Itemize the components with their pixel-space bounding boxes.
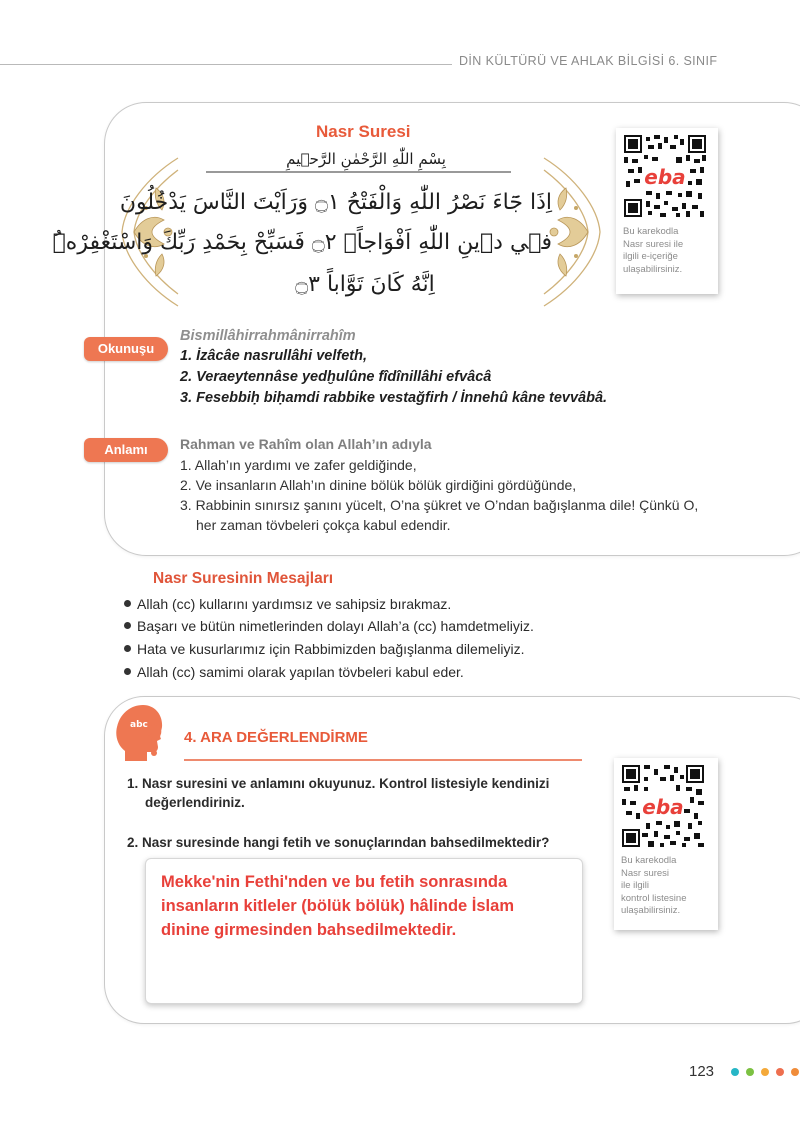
answer-line-1: Mekke'nin Fethi'nden ve bu fetih sonrasında [161,873,508,891]
svg-text:eba: eba [642,795,684,819]
qr-card-kontrol-listesi[interactable] [614,758,718,930]
footer-dot [791,1068,799,1076]
qr-caption: Bu karekodla Nasr suresi ile ilgili e-içeriğe ulaşabilirsiniz. [623,226,684,275]
sure-title: Nasr Suresi [316,122,411,141]
message-item: Başarı ve bütün nimetlerinden dolayı Allah’a (cc) hamdetmeliyiz. [124,618,534,634]
answer-line-2: insanların kitleler (bölük bölük) hâlinde İslam [161,897,514,915]
footer-dot [731,1068,739,1076]
thinking-head-question-icon [115,703,165,769]
evaluation-title: 4. ARA DEĞERLENDİRME [184,729,368,746]
qr-code-icon[interactable] [624,135,706,217]
messages-title: Nasr Suresinin Mesajları [153,570,334,587]
qr-caption: Bu karekodla Nasr suresi ile ilgili kontrol listesine ulaşabilirsiniz. [621,855,687,916]
bullet-icon [124,622,131,629]
anlami-line-3-continued: her zaman tövbeleri çokça kabul edendir. [196,517,451,533]
message-item: Hata ve kusurlarımız için Rabbimizden bağışlanma dilemeliyiz. [124,641,525,657]
bullet-icon [124,600,131,607]
qr-code-icon[interactable] [622,765,704,847]
page-number: 123 [689,1063,715,1080]
answer-line-3: dinine girmesinden bahsedilmektedir. [161,921,457,939]
footer-dot [776,1068,784,1076]
okunusu-line-2: 2. Veraeytennâse yedḫulûne fîdînillâhi efvâcâ [180,369,492,385]
header-title: DİN KÜLTÜRÜ VE AHLAK BİLGİSİ 6. SINIF [459,54,718,68]
message-item: Allah (cc) kullarını yardımsız ve sahipsiz bırakmaz. [124,596,451,612]
bullet-icon [124,645,131,652]
anlami-heading: Rahman ve Rahîm olan Allah’ın adıyla [180,436,432,452]
arabic-verse-line-3: اِنَّهُ كَانَ تَوَّاباً ۝٣ [295,272,435,297]
footer-dot [746,1068,754,1076]
anlami-tag: Anlamı [84,438,168,462]
evaluation-title-rule [184,759,582,761]
header-rule [0,64,452,65]
anlami-line-3: 3. Rabbinin sınırsız şanını yücelt, O’na şükret ve O’ndan bağışlanma dile! Çünkü O, [180,497,699,513]
anlami-line-1: 1. Allah’ın yardımı ve zafer geldiğinde, [180,457,417,473]
arabic-basmala: بِسْمِ اللّٰهِ الرَّحْمٰنِ الرَّح۪يمِ [286,150,446,168]
arabic-verse-line-2: ف۪ي د۪ينِ اللّٰهِ اَفْوَاجاًۙ ۝٢ فَسَبِّحْ بِحَمْدِ رَبِّكَ وَاسْتَغْفِرْهُۜ [52,230,552,255]
okunusu-tag: Okunuşu [84,337,168,361]
arabic-verse-line-1: اِذَا جَٓاءَ نَصْرُ اللّٰهِ وَالْفَتْحُ ۝١ وَرَاَيْتَ النَّاسَ يَدْخُلُونَ [119,190,552,215]
question-1-continued: değerlendiriniz. [145,795,245,810]
bullet-icon [124,668,131,675]
question-1: 1. Nasr suresini ve anlamını okuyunuz. Kontrol listesiyle kendinizi [127,776,550,791]
footer-dot [761,1068,769,1076]
question-2: 2. Nasr suresinde hangi fetih ve sonuçlarından bahsedilmektedir? [127,835,550,850]
qr-card-eicerik[interactable] [616,128,718,294]
okunusu-line-1: 1. İzâcâe nasrullâhi velfeth, [180,348,367,364]
svg-text:abc: abc [130,720,148,730]
anlami-line-2: 2. Ve insanların Allah’ın dinine bölük bölük girdiğini gördüğünde, [180,477,577,493]
message-item: Allah (cc) samimi olarak yapılan tövbeleri kabul eder. [124,664,464,680]
svg-text:eba: eba [644,165,686,189]
okunusu-heading: Bismillâhirrahmânirrahîm [180,328,356,344]
okunusu-line-3: 3. Fesebbiḥ biḥamdi rabbike vestağfirh / İnnehû kâne tevvâbâ. [180,390,608,406]
